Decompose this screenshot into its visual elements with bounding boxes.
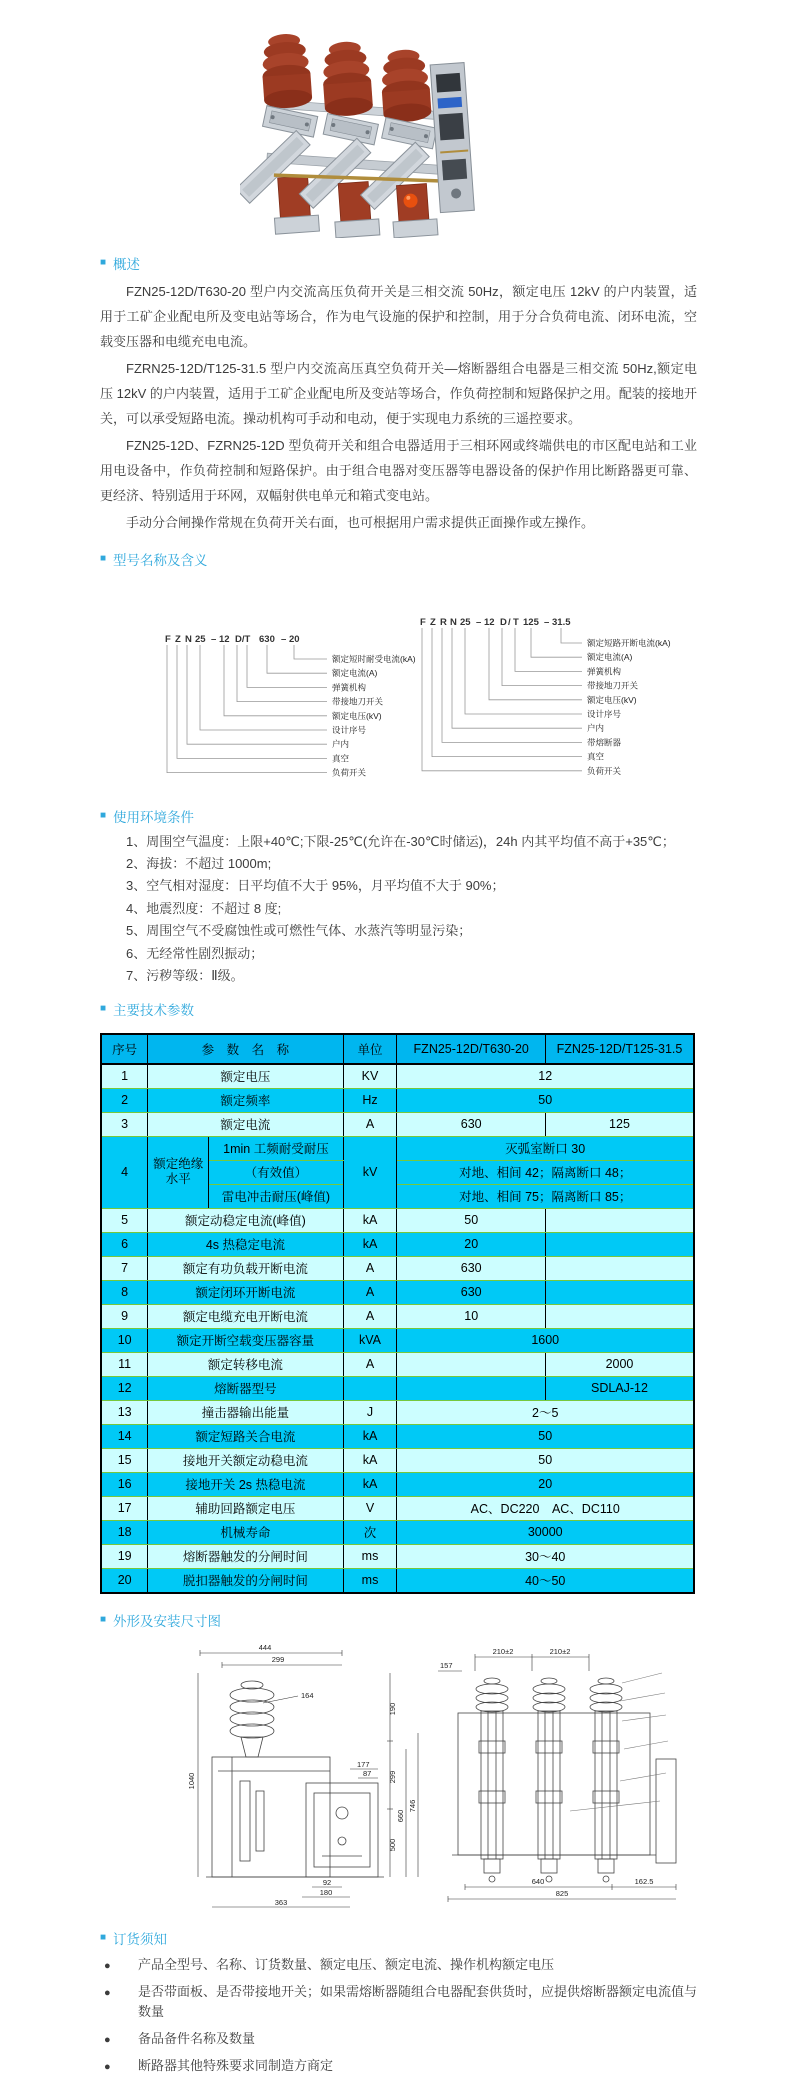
model-leader-line xyxy=(561,628,582,643)
cell-name: 额定转移电流 xyxy=(148,1352,343,1376)
cell-value xyxy=(545,1256,694,1280)
model-code-token: D xyxy=(500,616,507,628)
model-code-token: F xyxy=(165,633,171,645)
svg-text:210±2: 210±2 xyxy=(549,1646,571,1656)
model-leader-line xyxy=(515,628,582,671)
cell-unit: kV xyxy=(343,1136,397,1208)
model-code-token: T xyxy=(513,616,519,628)
model-label: 弹簧机构 xyxy=(332,681,367,692)
svg-text:157: 157 xyxy=(440,1660,453,1670)
environment-item: 7、污秽等级：Ⅱ级。 xyxy=(126,968,244,984)
model-label: 设计序号 xyxy=(332,724,367,735)
cell-unit: KV xyxy=(343,1064,397,1089)
side-view-dimension-lines xyxy=(198,1650,418,1907)
table-row xyxy=(101,1448,694,1472)
ordering-item xyxy=(100,2056,697,2076)
table-row xyxy=(101,1136,694,1160)
cell-sub-label: 1min 工频耐受耐压 xyxy=(209,1136,343,1160)
section-title-dimensions xyxy=(100,1610,697,1630)
side-view-drawing xyxy=(206,1681,384,1877)
cell-no: 8 xyxy=(101,1280,148,1304)
cell-no: 5 xyxy=(101,1208,148,1232)
table-row xyxy=(101,1328,694,1352)
model-code-token: 25 xyxy=(195,633,206,645)
cell-unit: 次 xyxy=(343,1520,397,1544)
overview-title: 概述 xyxy=(113,257,141,272)
product-photo-illustration xyxy=(240,8,480,238)
model-label: 额定短时耐受电流(kA) xyxy=(332,653,416,664)
environment-item: 3、空气相对湿度：日平均值不大于 95%，月平均值不大于 90%； xyxy=(126,878,505,894)
bullet-icon xyxy=(100,1955,138,1975)
cell-value: 50 xyxy=(397,1088,694,1112)
cell-name: 额定开断空载变压器容量 xyxy=(148,1328,343,1352)
cell-unit: kA xyxy=(343,1448,397,1472)
cell-value: 对地、相间 75；隔离断口 85； xyxy=(397,1184,694,1208)
cell-unit xyxy=(343,1376,397,1400)
model-label: 额定电压(kV) xyxy=(587,694,637,705)
model-code-token: 125 xyxy=(523,616,539,628)
cell-value: 20 xyxy=(397,1472,694,1496)
cell-value: SDLAJ-12 xyxy=(545,1376,694,1400)
outline-dimension-drawings xyxy=(100,1641,697,1913)
svg-text:299: 299 xyxy=(271,1654,285,1664)
cell-value: 对地、相间 42；隔离断口 48； xyxy=(397,1160,694,1184)
bullet-icon xyxy=(100,2056,138,2076)
cell-no: 20 xyxy=(101,1568,148,1593)
ordering-item xyxy=(100,1982,697,2022)
cell-name: 脱扣器触发的分闸时间 xyxy=(148,1568,343,1593)
cell-no: 14 xyxy=(101,1424,148,1448)
model-code-token: 12 xyxy=(484,616,495,628)
cell-unit: A xyxy=(343,1256,397,1280)
cell-name: 机械寿命 xyxy=(148,1520,343,1544)
table-row xyxy=(101,1496,694,1520)
ordering-item xyxy=(100,2029,697,2049)
ordering-item-text: 断路器其他特殊要求同制造方商定 xyxy=(138,2058,334,2074)
environment-item: 1、周围空气温度：上限+40℃;下限-25℃(允许在-30℃时储运)，24h 内其平均值不高于+35℃； xyxy=(126,833,675,849)
environment-item: 2、海拔：不超过 1000m; xyxy=(126,855,272,871)
cell-value: 50 xyxy=(397,1448,694,1472)
cell-unit: kA xyxy=(343,1208,397,1232)
model-code-token: Z xyxy=(430,616,436,628)
svg-text:162.5: 162.5 xyxy=(634,1876,654,1886)
cell-name: 额定电流 xyxy=(148,1112,343,1136)
table-row xyxy=(101,1088,694,1112)
col-header-unit: 单位 xyxy=(343,1034,397,1064)
svg-text:1040: 1040 xyxy=(187,1772,196,1790)
table-header-row xyxy=(101,1034,694,1064)
environment-item: 4、地震烈度：不超过 8 度; xyxy=(126,900,282,916)
model-code-token: – xyxy=(281,633,287,645)
overview-paragraph-1: FZN25-12D/T630-20 型户内交流高压负荷开关是三相交流 50Hz，额定电压 12kV 的户内装置，适用于工矿企业配电所及变电站等场合，作为电气设施的保护和控制，用于分合负荷电流、闭环电流，空载变压器和电缆充电电流。 xyxy=(100,284,697,349)
model-code-token: 20 xyxy=(289,633,300,645)
svg-text:660: 660 xyxy=(396,1809,405,1822)
cell-value xyxy=(397,1352,546,1376)
section-title-environment xyxy=(100,806,697,826)
cell-no: 3 xyxy=(101,1112,148,1136)
model-code-token: – xyxy=(544,616,550,628)
cell-sub-label: 雷电冲击耐压(峰值) xyxy=(209,1184,343,1208)
model-leader-line xyxy=(502,628,582,686)
cell-no: 16 xyxy=(101,1472,148,1496)
cell-unit: kA xyxy=(343,1232,397,1256)
cell-unit: V xyxy=(343,1496,397,1520)
model-leader-line xyxy=(489,628,582,700)
section-bullet-icon xyxy=(100,258,106,268)
model-code-token: / xyxy=(508,616,511,628)
cell-unit: ms xyxy=(343,1568,397,1593)
model-code-token: 25 xyxy=(460,616,471,628)
svg-text:92: 92 xyxy=(322,1877,332,1887)
cell-sub-label: （有效值） xyxy=(209,1160,343,1184)
cell-value: 630 xyxy=(397,1280,546,1304)
model-code-token: D/T xyxy=(235,633,251,645)
model-label: 弹簧机构 xyxy=(587,665,622,676)
table-row xyxy=(101,1112,694,1136)
svg-text:164: 164 xyxy=(301,1690,314,1700)
svg-text:444: 444 xyxy=(258,1642,272,1652)
cell-name: 接地开关额定动稳电流 xyxy=(148,1448,343,1472)
svg-text:87: 87 xyxy=(363,1768,372,1778)
svg-text:190: 190 xyxy=(388,1702,397,1715)
cell-name: 熔断器触发的分闸时间 xyxy=(148,1544,343,1568)
cell-name: 额定有功负载开断电流 xyxy=(148,1256,343,1280)
cell-name: 额定动稳定电流(峰值) xyxy=(148,1208,343,1232)
cell-no: 19 xyxy=(101,1544,148,1568)
model-code-token: Z xyxy=(175,633,181,645)
svg-text:363: 363 xyxy=(274,1897,288,1907)
table-row xyxy=(101,1400,694,1424)
product-photo xyxy=(240,0,480,240)
cell-name: 辅助回路额定电压 xyxy=(148,1496,343,1520)
table-row xyxy=(101,1376,694,1400)
cell-value: 灭弧室断口 30 xyxy=(397,1136,694,1160)
table-row xyxy=(101,1208,694,1232)
parameters-table xyxy=(100,1033,695,1594)
overview-paragraph-4: 手动分合闸操作常规在负荷开关右面，也可根据用户需求提供正面操作或左操作。 xyxy=(126,514,595,530)
environment-item: 5、周围空气不受腐蚀性或可燃性气体、水蒸汽等明显污染； xyxy=(126,923,472,939)
cell-value: 125 xyxy=(545,1112,694,1136)
table-row xyxy=(101,1232,694,1256)
ordering-item-text: 是否带面板、是否带接地开关；如果需熔断器随组合电器配套供货时，应提供熔断器额定电流值与数量 xyxy=(138,1983,698,2019)
cell-name: 额定频率 xyxy=(148,1088,343,1112)
cell-value xyxy=(545,1232,694,1256)
svg-text:210±2: 210±2 xyxy=(492,1646,514,1656)
col-header-model1: FZN25-12D/T630-20 xyxy=(397,1034,546,1064)
model-code-token: 12 xyxy=(219,633,230,645)
overview-paragraph-2: FZRN25-12D/T125-31.5 型户内交流高压真空负荷开关—熔断器组合电器是三相交流 50Hz,额定电压 12kV 的户内装置，适用于工矿企业配电所及变站等场合，作负荷控制和短路保护之用。配装的接地开关，可以承受短路电流。操动机构可手动和电动，便于实现电力系统的三遥控要求。 xyxy=(100,360,697,426)
model-label: 真空 xyxy=(332,752,350,763)
cell-value xyxy=(545,1280,694,1304)
model-label: 额定电流(A) xyxy=(332,667,378,678)
model-code-token: F xyxy=(420,616,426,628)
model-label: 负荷开关 xyxy=(332,767,367,778)
section-bullet-icon xyxy=(100,1615,106,1625)
cell-value xyxy=(545,1208,694,1232)
cell-value: 30～40 xyxy=(397,1544,694,1568)
front-view-dimension-labels xyxy=(440,1647,653,1898)
cell-unit: kVA xyxy=(343,1328,397,1352)
cell-no: 7 xyxy=(101,1256,148,1280)
section-title-model xyxy=(100,549,697,569)
model-code-token: N xyxy=(450,616,457,628)
cell-no: 13 xyxy=(101,1400,148,1424)
model-code-token: 31.5 xyxy=(552,616,571,628)
ordering-title: 订货须知 xyxy=(113,1931,168,1947)
document-body xyxy=(100,253,697,2076)
cell-name: 额定电压 xyxy=(148,1064,343,1089)
col-header-name: 参 数 名 称 xyxy=(148,1034,343,1064)
overview-paragraph-3: FZN25-12D、FZRN25-12D 型负荷开关和组合电器适用于三相环网或终端供电的市区配电站和工业用电设备中，作负荷控制和短路保护。由于组合电器对变压器等电器设备的保护作用比断路器更可靠、更经济、特别适用于环网，双幅射供电单元和箱式变电站。 xyxy=(100,437,697,503)
model-label: 带熔断器 xyxy=(587,736,622,747)
col-header-model2: FZN25-12D/T125-31.5 xyxy=(545,1034,694,1064)
table-row xyxy=(101,1544,694,1568)
table-row xyxy=(101,1472,694,1496)
section-bullet-icon xyxy=(100,1933,106,1943)
svg-text:825: 825 xyxy=(555,1888,569,1898)
svg-text:180: 180 xyxy=(319,1887,333,1897)
side-view-dimension-labels xyxy=(187,1643,417,1907)
cell-name: 4s 热稳定电流 xyxy=(148,1232,343,1256)
ordering-item-text: 产品全型号、名称、订货数量、额定电压、额定电流、操作机构额定电压 xyxy=(138,1956,555,1972)
model-label: 额定电压(kV) xyxy=(332,710,382,721)
cell-value: 2～5 xyxy=(397,1400,694,1424)
cell-value: 2000 xyxy=(545,1352,694,1376)
cell-unit: Hz xyxy=(343,1088,397,1112)
svg-text:500: 500 xyxy=(388,1838,397,1851)
cell-unit: A xyxy=(343,1304,397,1328)
model-label: 额定电流(A) xyxy=(587,651,633,662)
environment-item: 6、无经常性剧烈振动； xyxy=(126,945,264,961)
cell-value: 630 xyxy=(397,1256,546,1280)
section-title-parameters xyxy=(100,999,697,1019)
model-label: 带接地刀开关 xyxy=(587,680,639,691)
cell-name: 额定短路关合电流 xyxy=(148,1424,343,1448)
cell-value: 40～50 xyxy=(397,1568,694,1593)
svg-text:640: 640 xyxy=(531,1876,545,1886)
model-leader-line xyxy=(187,645,327,744)
section-title-overview xyxy=(100,253,697,273)
table-row xyxy=(101,1520,694,1544)
cell-value: 50 xyxy=(397,1208,546,1232)
table-row xyxy=(101,1568,694,1593)
model-leader-line xyxy=(432,628,582,757)
cell-value: AC、DC220 AC、DC110 xyxy=(397,1496,694,1520)
cell-value: 10 xyxy=(397,1304,546,1328)
cell-value: 12 xyxy=(397,1064,694,1089)
bullet-icon xyxy=(100,2029,138,2049)
cell-unit: A xyxy=(343,1112,397,1136)
cell-name: 额定绝缘水平 xyxy=(148,1136,209,1208)
model-leader-line xyxy=(294,645,327,659)
svg-text:299: 299 xyxy=(388,1770,397,1783)
cell-no: 17 xyxy=(101,1496,148,1520)
cell-no: 1 xyxy=(101,1064,148,1089)
cell-no: 2 xyxy=(101,1088,148,1112)
cell-no: 4 xyxy=(101,1136,148,1208)
model-leader-line xyxy=(531,628,582,657)
model-label: 带接地刀开关 xyxy=(332,696,384,707)
cell-no: 10 xyxy=(101,1328,148,1352)
svg-text:746: 746 xyxy=(408,1799,417,1812)
cell-value: 30000 xyxy=(397,1520,694,1544)
model-code-token: 630 xyxy=(259,633,275,645)
model-designation-diagram xyxy=(100,576,697,788)
front-view-drawing xyxy=(452,1678,676,1882)
table-row xyxy=(101,1064,694,1089)
cell-unit: kA xyxy=(343,1424,397,1448)
cell-no: 12 xyxy=(101,1376,148,1400)
section-title-ordering xyxy=(100,1928,697,1948)
model-label: 设计序号 xyxy=(587,708,622,719)
cell-name: 撞击器输出能量 xyxy=(148,1400,343,1424)
model-code-token: – xyxy=(211,633,217,645)
table-row xyxy=(101,1352,694,1376)
section-bullet-icon xyxy=(100,811,106,821)
environment-title: 使用环境条件 xyxy=(113,809,195,825)
cell-name: 额定闭环开断电流 xyxy=(148,1280,343,1304)
cell-unit: A xyxy=(343,1352,397,1376)
mechanism-panel xyxy=(430,63,474,213)
model-leader-line xyxy=(247,645,327,687)
parameters-title: 主要技术参数 xyxy=(113,1002,195,1018)
cell-no: 6 xyxy=(101,1232,148,1256)
section-bullet-icon xyxy=(100,554,106,564)
cell-no: 11 xyxy=(101,1352,148,1376)
cell-unit: A xyxy=(343,1280,397,1304)
col-header-no: 序号 xyxy=(101,1034,148,1064)
cell-name: 接地开关 2s 热稳电流 xyxy=(148,1472,343,1496)
dimensions-title: 外形及安装尺寸图 xyxy=(113,1613,222,1629)
section-bullet-icon xyxy=(100,1004,106,1014)
cell-no: 9 xyxy=(101,1304,148,1328)
cell-value: 50 xyxy=(397,1424,694,1448)
cell-no: 18 xyxy=(101,1520,148,1544)
cell-no: 15 xyxy=(101,1448,148,1472)
table-row xyxy=(101,1280,694,1304)
cell-unit: J xyxy=(343,1400,397,1424)
cell-name: 熔断器型号 xyxy=(148,1376,343,1400)
cell-name: 额定电缆充电开断电流 xyxy=(148,1304,343,1328)
cell-value xyxy=(397,1376,546,1400)
cell-value: 20 xyxy=(397,1232,546,1256)
table-row xyxy=(101,1304,694,1328)
model-label: 户内 xyxy=(332,738,350,749)
model-code-token: – xyxy=(476,616,482,628)
model-code-token: N xyxy=(185,633,192,645)
model-code-token: R xyxy=(440,616,447,628)
model-leader-line xyxy=(224,645,327,716)
bullet-icon xyxy=(100,1982,138,2022)
cell-unit: kA xyxy=(343,1472,397,1496)
cell-value: 630 xyxy=(397,1112,546,1136)
ordering-item-text: 备品备件名称及数量 xyxy=(138,2031,256,2047)
svg-text:177: 177 xyxy=(357,1759,370,1769)
model-title: 型号名称及含义 xyxy=(113,552,208,568)
cell-value: 1600 xyxy=(397,1328,694,1352)
cell-unit: ms xyxy=(343,1544,397,1568)
table-row xyxy=(101,1256,694,1280)
model-label: 额定短路开断电流(kA) xyxy=(587,637,671,648)
ordering-item xyxy=(100,1955,697,1975)
model-label: 负荷开关 xyxy=(587,765,622,776)
cell-value xyxy=(545,1304,694,1328)
model-label: 户内 xyxy=(587,722,605,733)
model-label: 真空 xyxy=(587,751,605,762)
table-row xyxy=(101,1424,694,1448)
